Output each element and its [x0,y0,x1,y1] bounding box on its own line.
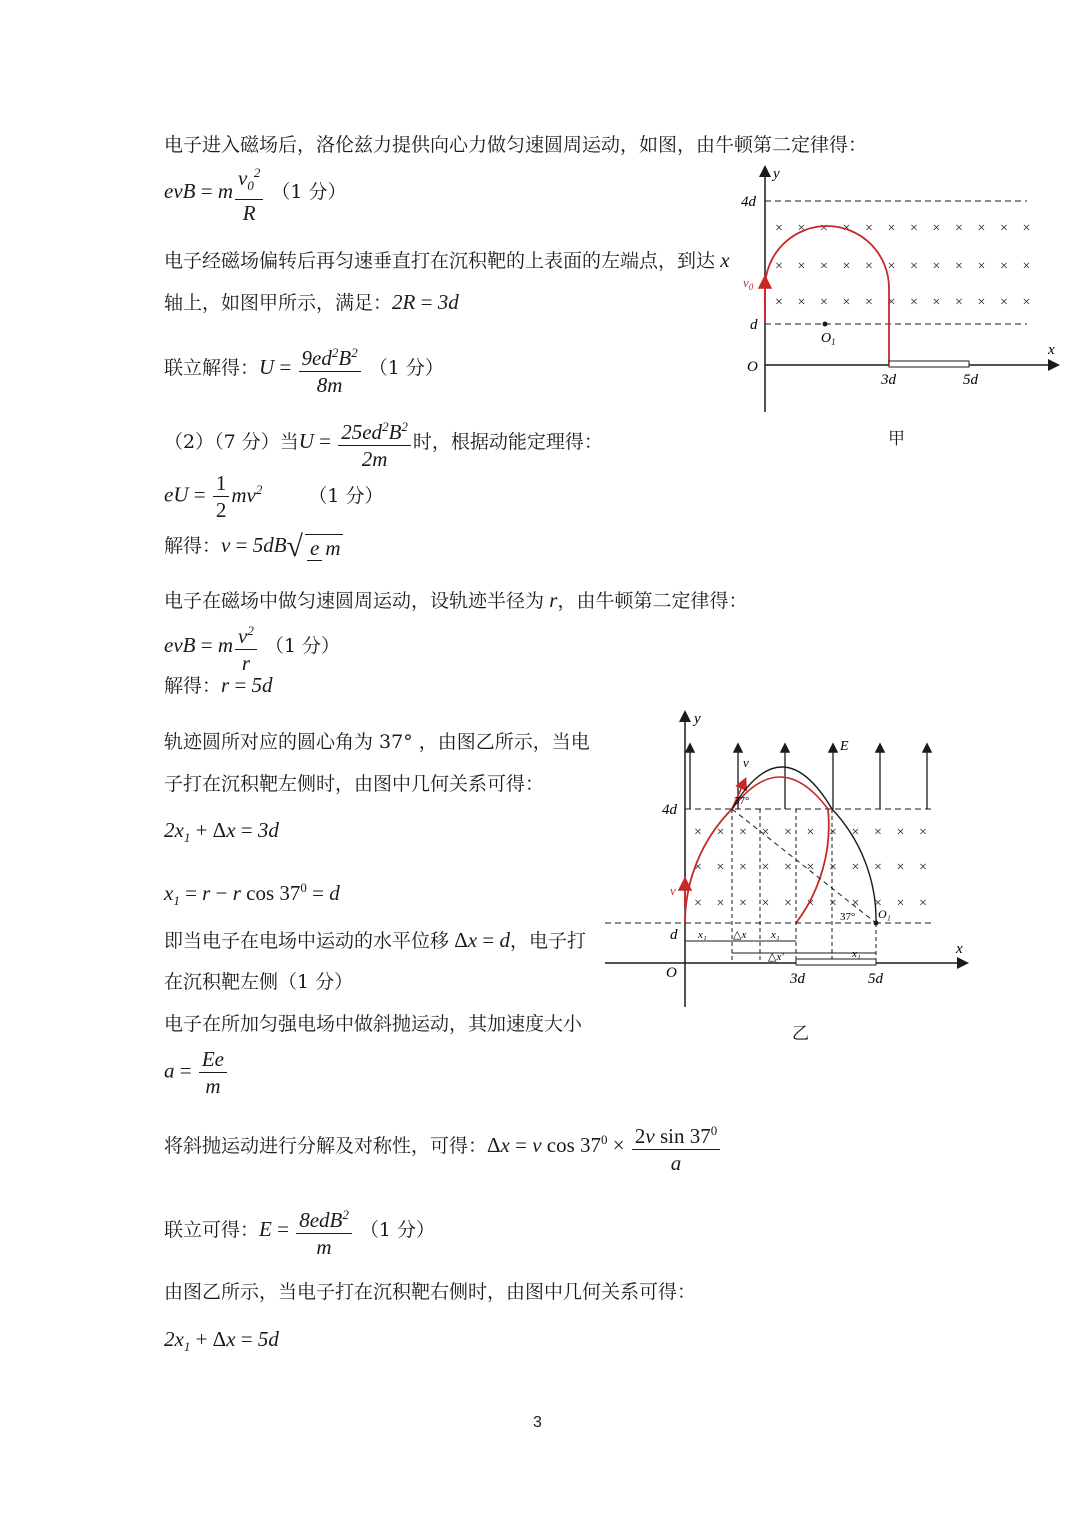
field-cross: × [955,221,963,236]
equation-x1: $x_1 = r - r$ $\cos 37^0 = d$ [164,880,340,909]
field-cross: × [716,825,725,840]
field-cross: × [842,295,851,310]
text-line-4: 轴上，如图甲所示，满足：2R = 3d [164,290,459,314]
label-x1-b: x₁ [771,929,780,941]
field-cross: × [932,259,941,274]
field-cross: × [865,295,873,310]
field-cross: × [797,295,806,310]
electric-field-arrows [690,745,927,809]
label-e: E [840,739,849,754]
equation-v: 解得：v = 5dB√ e m [164,533,345,561]
caption-jia: 甲 [888,429,905,449]
trajectory-magnetic-1 [685,809,732,923]
label-dx: △x [733,929,747,941]
label-x: x [956,941,963,957]
text-line-15: 即当电子在电场中运动的水平位移 Δx = d，电子打 [164,928,586,952]
field-cross: × [874,825,882,840]
label-dx-prime: △x' [768,951,784,963]
text-line-8: 电子在磁场中做匀速圆周运动，设轨迹半径为 r，由牛顿第二定律得： [164,588,748,612]
field-cross: × [739,825,747,840]
figure-jia [735,160,1065,420]
field-cross: × [1000,295,1008,310]
field-cross: × [1000,259,1008,274]
text-line-11: 轨迹圆所对应的圆心角为 37° ，由图乙所示，当电 [164,731,590,753]
label-origin: O [747,359,758,375]
label-y: y [694,711,701,727]
field-cross: × [1022,259,1031,274]
field-cross: × [851,896,860,911]
label-x1-c: x₁ [852,948,861,960]
field-cross: × [896,825,905,840]
field-cross: × [775,295,783,310]
label-angle-37-top: 37° [734,795,750,807]
field-cross: × [820,259,828,274]
deposition-target [889,361,969,367]
label-o1: $O_1$ [821,331,836,347]
deposition-target [796,959,876,965]
label-x1-a: x₁ [698,929,707,941]
field-cross: × [820,295,828,310]
field-cross: × [829,860,837,875]
label-o1: O₁ [878,907,891,921]
field-cross: × [977,221,986,236]
field-cross: × [806,896,815,911]
field-cross: × [1022,221,1031,236]
field-cross: × [829,825,837,840]
field-cross: × [775,221,783,236]
label-d: d [750,317,758,333]
text-line-17: 电子在所加匀强电场中做斜抛运动，其加速度大小 [164,1013,583,1035]
field-cross: × [842,221,851,236]
text-line-3: 电子经磁场偏转后再匀速垂直打在沉积靶的上表面的左端点，到达 x [164,248,730,272]
field-cross: × [806,825,815,840]
field-cross: × [829,896,837,911]
label-5d: 5d [963,372,978,388]
field-cross: × [919,896,927,911]
equation-2x1: $2x_1 + \Delta x = 3d$ [164,818,279,846]
label-origin: O [666,965,677,981]
label-d: d [670,927,678,943]
field-cross: × [955,259,963,274]
field-cross: × [977,295,986,310]
field-cross: × [716,896,725,911]
caption-yi: 乙 [792,1024,809,1044]
field-cross: × [1000,221,1008,236]
field-cross: × [694,896,702,911]
field-cross: × [865,221,873,236]
field-cross: × [865,259,873,274]
field-cross: × [716,860,725,875]
equation-dx: 将斜抛运动进行分解及对称性，可得：Δx = v $\cos 37^0$ × $\frac{2v \sin 37^0}{a}$ [164,1118,722,1176]
field-cross: × [784,896,792,911]
page-number: 3 [533,1414,542,1431]
text-line-21: 由图乙所示，当电子打在沉积靶右侧时，由图中几何关系可得： [164,1281,697,1303]
figure-yi [600,705,975,1015]
label-v-2: v [743,755,749,770]
center-o1 [823,322,828,327]
field-cross: × [955,295,963,310]
field-cross: × [887,295,896,310]
equation-e: 联立可得：E = $\frac{8edB^2}{m}$ （1 分） [164,1202,435,1260]
equation-u-2: （2）（7 分）当U = $\frac{25ed^2B^2}{2m}$ 时，根据动能定理得： [164,414,603,472]
equation-a: a = $\frac{Ee}{m}$ [164,1046,229,1099]
field-cross: × [910,295,918,310]
magnetic-field-crosses [775,221,1030,310]
field-cross: × [896,896,905,911]
field-cross: × [694,860,702,875]
field-cross: × [694,825,702,840]
score-note: （1 分） [271,181,347,204]
label-4d: 4d [741,194,756,210]
field-cross: × [784,825,792,840]
equation-eu: eU = $\frac{1}{2}$ $mv^2$ （1 分） [164,471,384,522]
field-cross: × [797,221,806,236]
field-cross: × [932,221,941,236]
field-cross: × [977,259,986,274]
field-cross: × [842,259,851,274]
field-cross: × [874,860,882,875]
field-cross: × [739,860,747,875]
field-cross: × [1022,295,1031,310]
field-cross: × [887,259,896,274]
field-cross: × [910,221,918,236]
field-cross: × [761,825,770,840]
field-cross: × [820,221,828,236]
label-x: x [1048,342,1055,358]
field-cross: × [887,221,896,236]
field-cross: × [851,860,860,875]
label-4d: 4d [662,802,677,818]
equation-u-1: 联立解得：U = $\frac{9ed^2B^2}{8m}$ （1 分） [164,340,444,398]
text-line-1: 电子进入磁场后，洛伦兹力提供向心力做匀速圆周运动，如图，由牛顿第二定律得： [164,134,868,156]
equation-evb-r2: evB = m $\frac{v^2}{r}$ （1 分） [164,618,340,676]
label-v0: $v_0$ [743,275,754,292]
label-v-1: v [670,883,676,898]
field-cross: × [761,896,770,911]
field-cross: × [761,860,770,875]
field-cross: × [919,825,927,840]
equation-evb-r: evB = m $\frac{v_0^2}{R}$ （1 分） [164,160,347,226]
field-cross: × [919,860,927,875]
field-cross: × [784,860,792,875]
magnetic-field-crosses [694,825,927,911]
label-y: y [773,166,780,182]
field-cross: × [775,259,783,274]
label-angle-37-bottom: 37° [840,911,856,923]
text-line-12: 子打在沉积靶左侧时，由图中几何关系可得： [164,773,545,795]
label-3d: 3d [881,372,896,388]
field-cross: × [851,825,860,840]
field-cross: × [797,259,806,274]
equation-r: 解得：r = 5d [164,673,273,697]
field-cross: × [874,896,882,911]
field-cross: × [896,860,905,875]
label-3d: 3d [790,971,805,987]
label-5d: 5d [868,971,883,987]
center-o1 [874,921,879,926]
field-cross: × [932,295,941,310]
equation-2x1-5d: $2x_1 + \Delta x = 5d$ [164,1327,279,1355]
field-cross: × [910,259,918,274]
field-cross: × [806,860,815,875]
field-cross: × [739,896,747,911]
text-line-16: 在沉积靶左侧（1 分） [164,971,354,993]
